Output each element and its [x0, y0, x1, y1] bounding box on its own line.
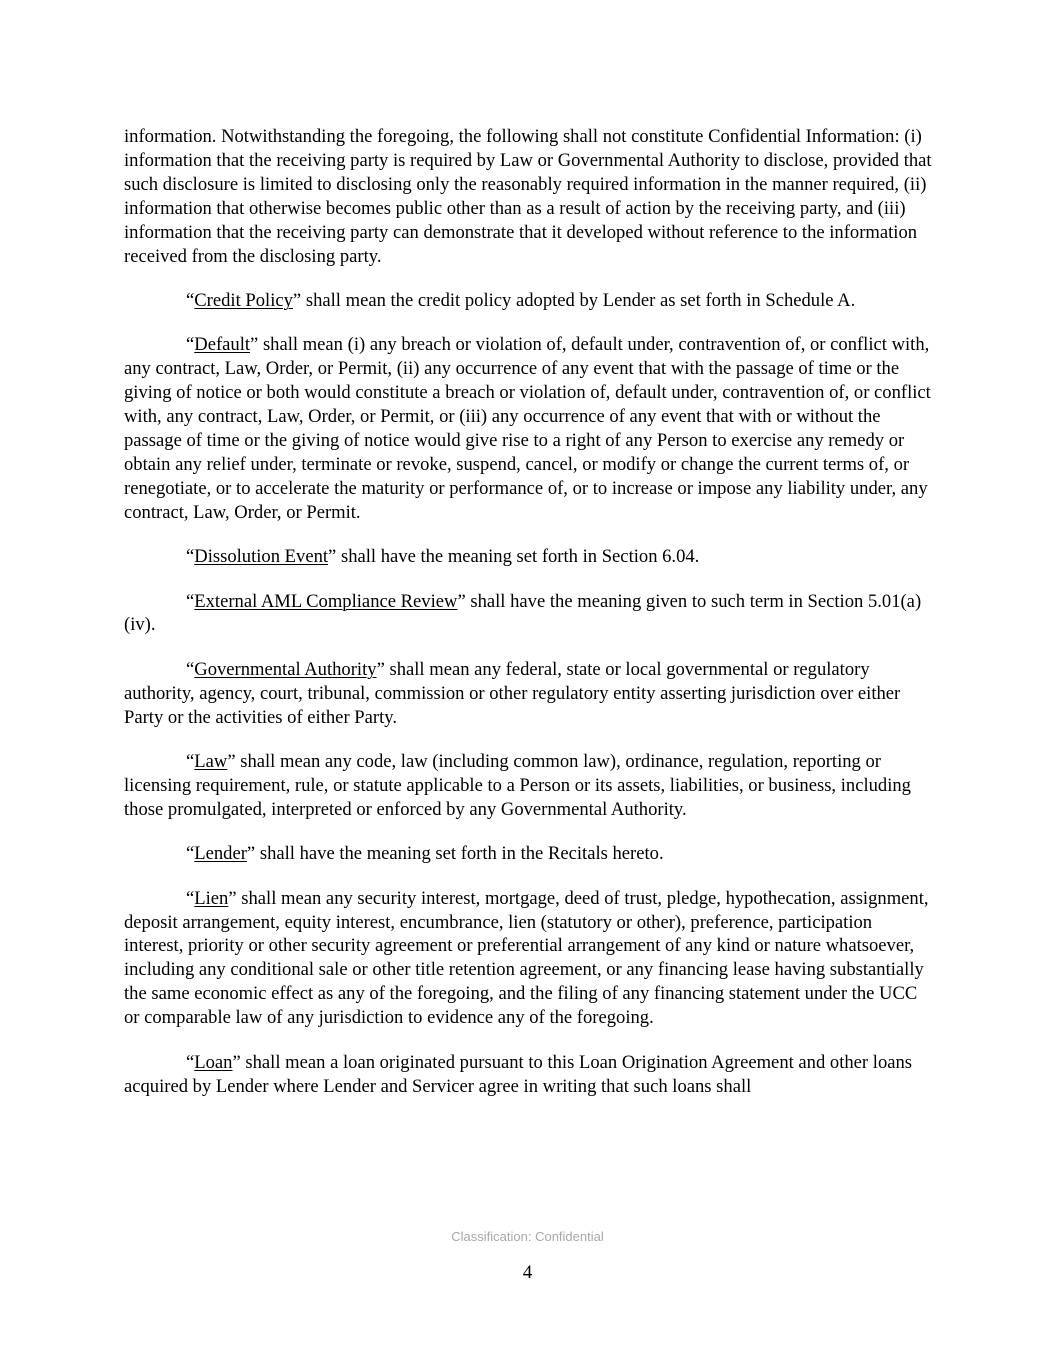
- definition-dissolution-event: [124, 545, 932, 569]
- open-quote: “: [186, 658, 195, 680]
- defined-term: Law: [194, 751, 228, 773]
- defined-term: External AML Compliance Review: [194, 590, 458, 612]
- definition-default: [124, 333, 932, 524]
- page-number: 4: [522, 1262, 533, 1283]
- definition-external-aml-compliance-review: [124, 590, 932, 638]
- definition-loan: [124, 1051, 932, 1099]
- open-quote: “: [186, 590, 195, 612]
- close-quote: ”: [250, 334, 259, 356]
- close-quote: ”: [246, 843, 256, 865]
- open-quote: “: [186, 1051, 195, 1073]
- classification-label: Classification: Confidential: [451, 1229, 604, 1244]
- open-quote: “: [186, 334, 195, 356]
- open-quote: “: [186, 546, 195, 568]
- defined-term: Lender: [194, 843, 247, 865]
- close-quote: ”: [232, 1051, 241, 1073]
- definition-text: shall mean any security interest, mortgage, deed of trust, pledge, hypothecation, assignment, deposit arrangement, equity interest, encumbrance, lien (statutory or other), preference, participation interest, priority or other security agreement or preferential arrangement of any kind or nature whatsoever, including any conditional sale or other title retention agreement, or any financing lease having substantially the same economic effect as any of the foregoing, and the filing of any financing statement under the UCC or comparable law of any jurisdiction to evidence any of the foregoing.: [124, 887, 929, 1029]
- definition-law: [124, 750, 932, 822]
- paragraph-text: information. Notwithstanding the foregoing, the following shall not constitute Confidential Information: (i) information that the receiving party is required by Law or Governmental Authority to disclose, provided that such disclosure is limited to disclosing only the reasonably required information in the manner required, (ii) information that otherwise becomes public other than as a result of action by the receiving party, and (iii) information that the receiving party can demonstrate that it developed without reference to the information received from the disclosing party.: [124, 126, 932, 267]
- definition-text: shall mean (i) any breach or violation of, default under, contravention of, or conflict with, any contract, Law, Order, or Permit, (ii) any occurrence of any event that with the passage of time or the giving of notice or both would constitute a breach or violation of, default under, contravention of, or conflict with, any contract, Law, Order, or Permit, or (iii) any occurrence of any event that with or without the passage of time or the giving of notice would give rise to a right of any Person to exercise any remedy or obtain any relief under, terminate or revoke, suspend, cancel, or modify or change the current terms of, or renegotiate, or to accelerate the maturity or performance of, or to increase or impose any liability under, any contract, Law, Order, or Permit.: [124, 334, 931, 523]
- definition-text: shall mean the credit policy adopted by Lender as set forth in Schedule A.: [301, 289, 856, 311]
- close-quote: ”: [457, 590, 466, 612]
- open-quote: “: [186, 289, 195, 311]
- open-quote: “: [186, 751, 195, 773]
- defined-term: Governmental Authority: [194, 658, 377, 680]
- definition-text: shall mean a loan originated pursuant to this Loan Origination Agreement and other loans acquired by Lender where Lender and Servicer agree in writing that such loans shall: [124, 1051, 913, 1097]
- defined-term: Loan: [194, 1051, 233, 1073]
- definition-text: shall have the meaning set forth in the Recitals hereto.: [255, 843, 664, 865]
- defined-term: Dissolution Event: [194, 546, 329, 568]
- definition-text: shall have the meaning set forth in Section 6.04.: [336, 546, 700, 568]
- definition-lien: [124, 887, 932, 1030]
- close-quote: ”: [292, 289, 302, 311]
- paragraph-confidential-information-continued: [124, 125, 932, 268]
- close-quote: ”: [228, 887, 237, 909]
- close-quote: ”: [376, 658, 385, 680]
- defined-term: Credit Policy: [194, 289, 293, 311]
- definition-credit-policy: [124, 289, 932, 313]
- document-body: [124, 125, 932, 1098]
- close-quote: ”: [227, 751, 236, 773]
- defined-term: Default: [194, 334, 251, 356]
- open-quote: “: [186, 887, 195, 909]
- defined-term: Lien: [194, 887, 229, 909]
- definition-text: shall have the meaning given to such term in Section 5.01(a)(iv).: [124, 590, 922, 636]
- definition-text: shall mean any federal, state or local governmental or regulatory authority, agency, court, tribunal, commission or other regulatory entity asserting jurisdiction over either Party or the activities of either Party.: [124, 658, 901, 728]
- open-quote: “: [186, 843, 195, 865]
- definition-text: shall mean any code, law (including common law), ordinance, regulation, reporting or licensing requirement, rule, or statute applicable to a Person or its assets, liabilities, or business, including those promulgated, interpreted or enforced by any Governmental Authority.: [124, 751, 911, 820]
- close-quote: ”: [328, 546, 337, 568]
- definition-governmental-authority: [124, 658, 932, 730]
- definition-lender: [124, 842, 932, 866]
